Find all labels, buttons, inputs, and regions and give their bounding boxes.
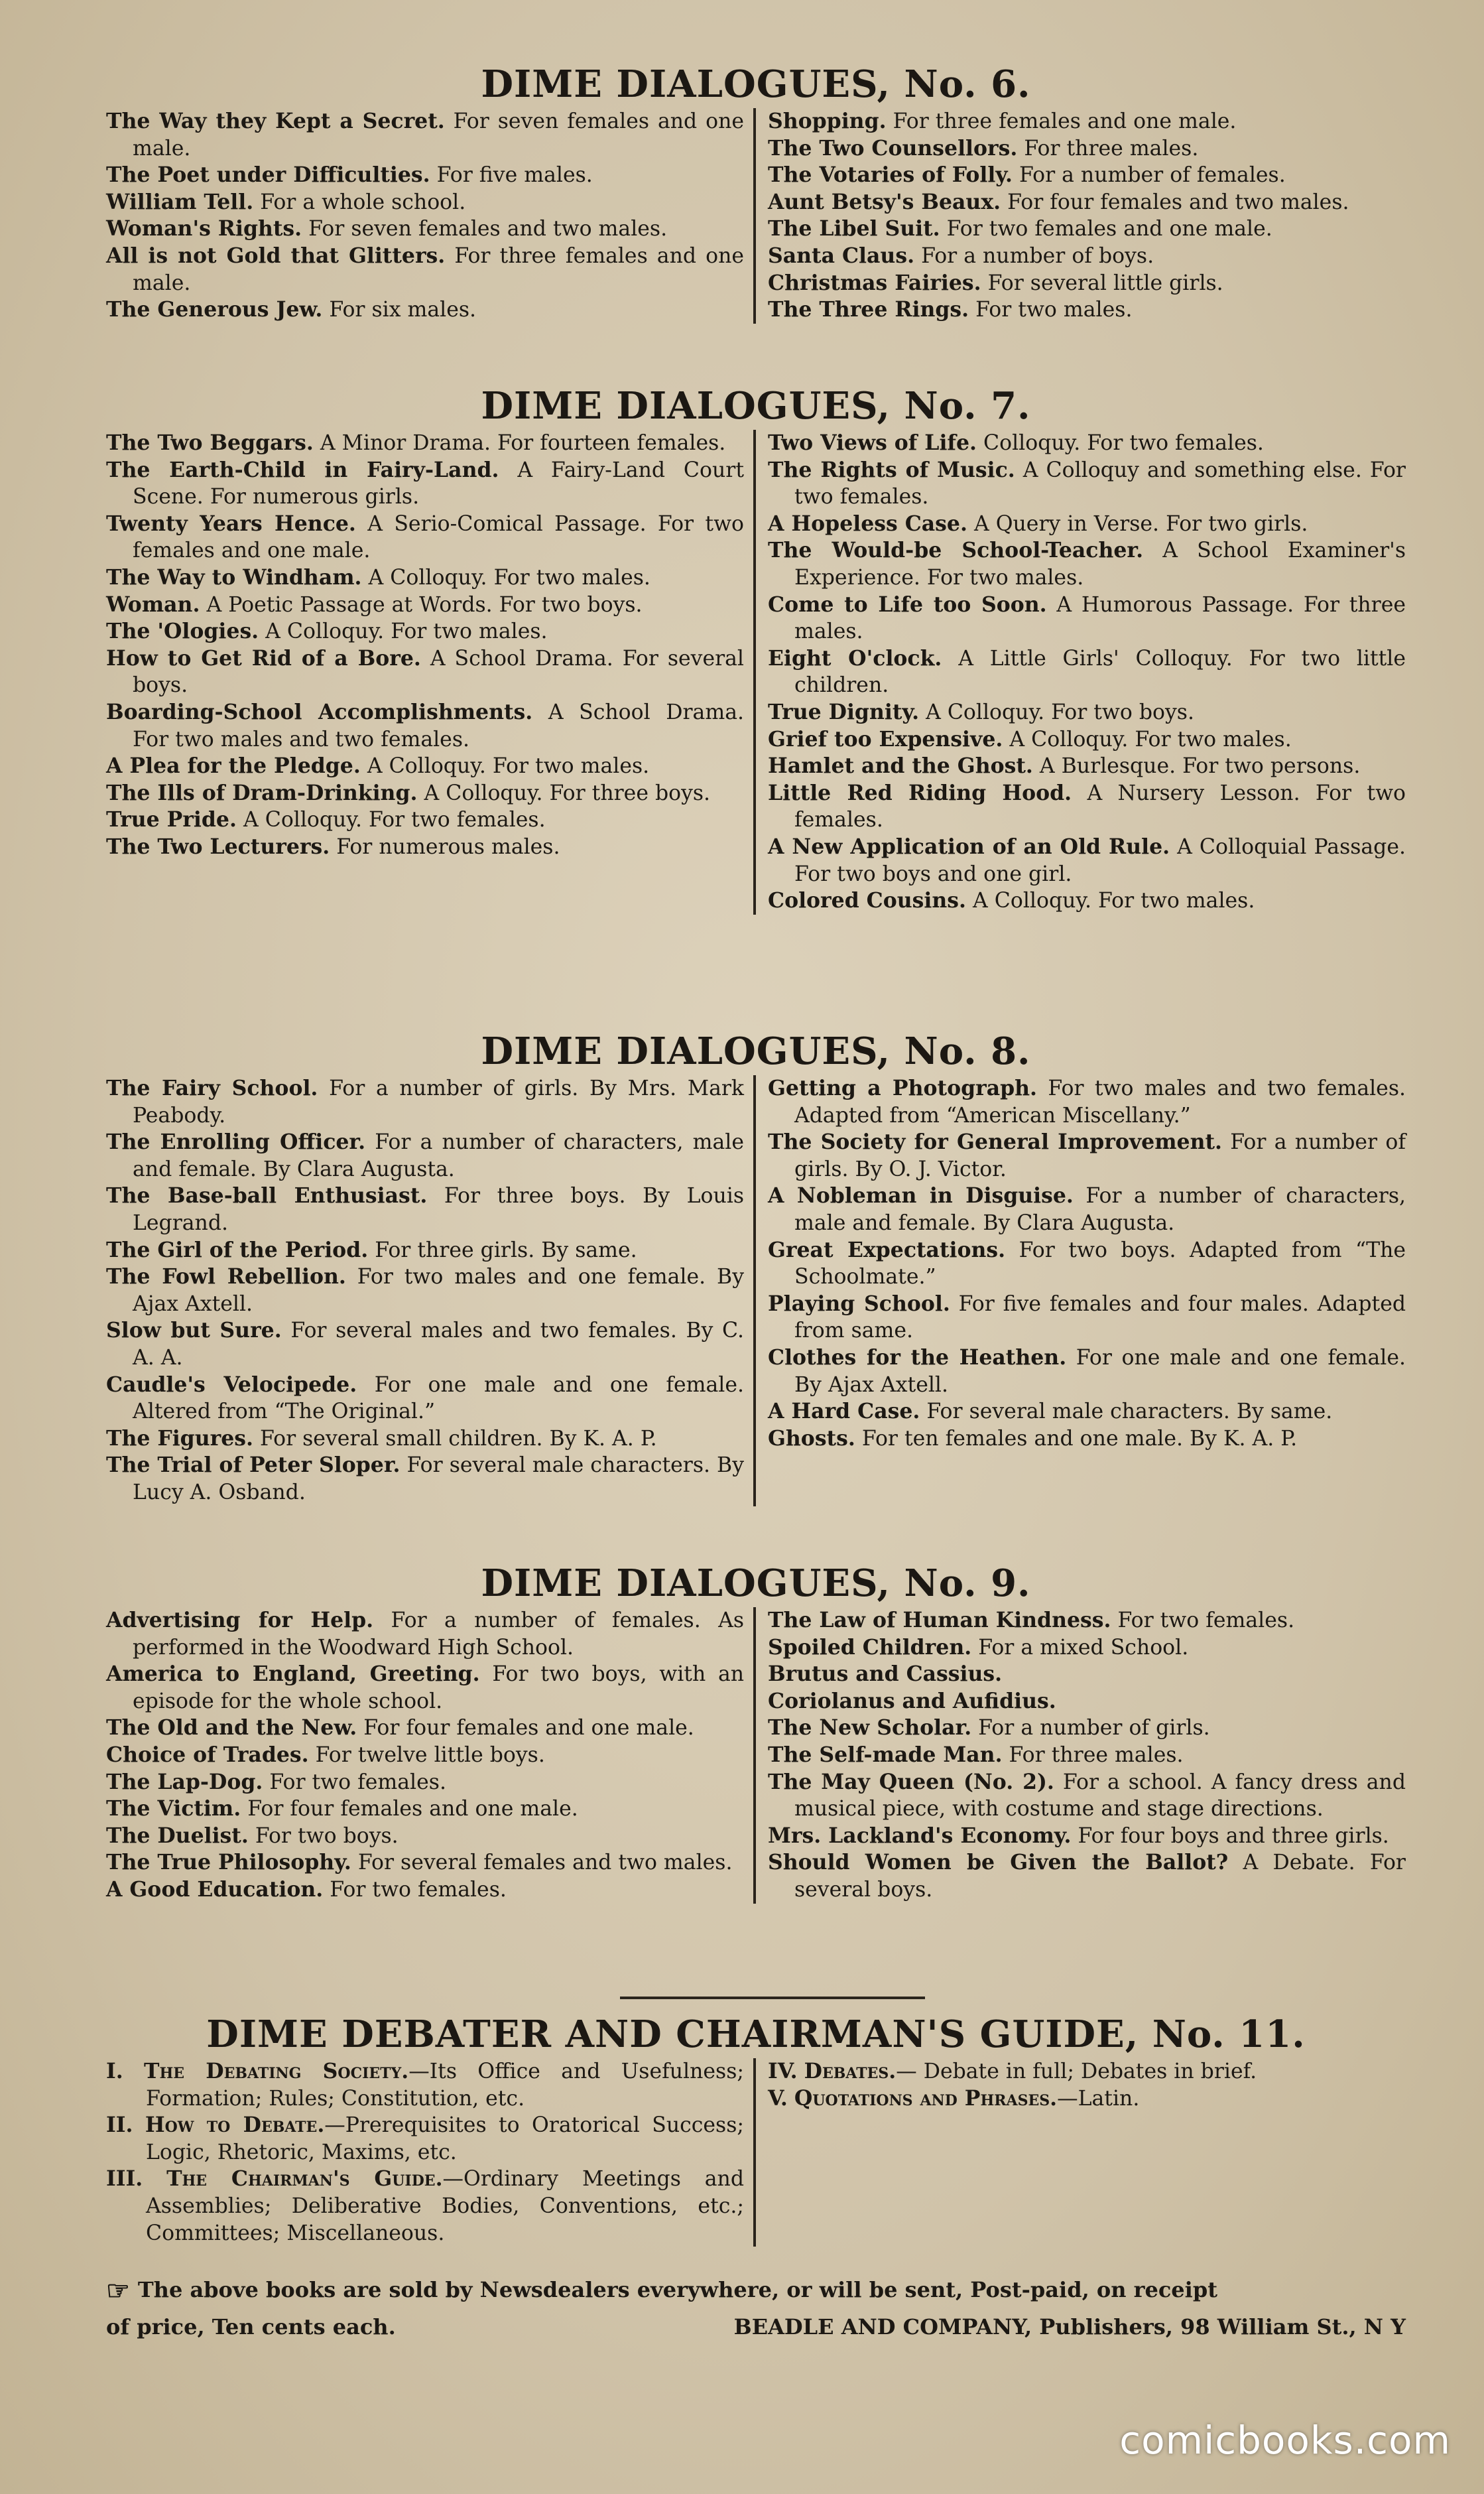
- dialogue-entry: [106, 108, 744, 162]
- dialogue-title: A Nobleman in Disguise.: [768, 1183, 1074, 1209]
- dialogue-title: A Hopeless Case.: [768, 511, 967, 536]
- divider-rule: [620, 1997, 925, 1999]
- dialogue-entry: [768, 270, 1406, 297]
- dialogue-entry: [768, 1345, 1406, 1398]
- dialogue-description: A Nursery Lesson. For two females.: [794, 781, 1406, 832]
- dialogue-title: The Base-ball Enthusiast.: [106, 1183, 428, 1209]
- dialogue-description: For two males and one female. By Ajax Axtell.: [133, 1265, 744, 1316]
- dialogue-description: For several male characters. By Lucy A. Osband.: [133, 1453, 744, 1504]
- publisher-text: BEADLE AND COMPANY, Publishers, 98 William St., N Y: [733, 2314, 1406, 2339]
- dialogue-description: For three girls. By same.: [375, 1238, 637, 1262]
- dialogue-title: Two Views of Life.: [768, 430, 977, 455]
- left-column: [106, 1607, 756, 1904]
- dialogue-description: A Colloquial Passage. For two boys and one girl.: [794, 834, 1406, 886]
- dialogue-description: For several small children. By K. A. P.: [259, 1426, 657, 1451]
- chapter-title: Debates.: [804, 2059, 897, 2083]
- chapter-number: IV.: [768, 2059, 798, 2083]
- dialogue-title: Boarding-School Accomplishments.: [106, 699, 533, 724]
- right-column: [756, 2058, 1406, 2247]
- dialogue-entry: [106, 216, 744, 243]
- dialogue-title: A New Application of an Old Rule.: [768, 834, 1170, 859]
- dialogue-description: A Colloquy. For two females.: [243, 808, 546, 832]
- dialogue-title: The Society for General Improvement.: [768, 1130, 1222, 1155]
- chapter-number: III.: [106, 2166, 143, 2192]
- footer-notice: [106, 2272, 1406, 2345]
- dialogue-title: True Dignity.: [768, 699, 920, 724]
- left-column: [106, 108, 756, 324]
- left-column: [106, 2058, 756, 2247]
- dialogue-description: For a number of females. As performed in the Woodward High School.: [133, 1608, 744, 1660]
- dialogue-title: The Girl of the Period.: [106, 1237, 369, 1262]
- dialogue-entry: [106, 1129, 744, 1183]
- dialogue-description: For seven females and one male.: [133, 109, 744, 161]
- dialogue-title: Mrs. Lackland's Economy.: [768, 1823, 1072, 1848]
- dialogue-title: The May Queen (No. 2).: [768, 1769, 1054, 1794]
- dialogue-entry: [768, 1715, 1406, 1742]
- chapter-number: II.: [106, 2113, 133, 2138]
- watermark-text: comicbooks.com: [1119, 2418, 1451, 2463]
- dialogue-entry: [106, 296, 744, 324]
- dialogue-entry: [768, 1183, 1406, 1236]
- chapter-title: The Chairman's Guide.: [166, 2166, 443, 2192]
- dialogue-description: A Colloquy and something else. For two females.: [794, 458, 1406, 509]
- dialogue-description: For five females and four males. Adapted from same.: [794, 1291, 1406, 1343]
- dialogue-description: A Little Girls' Colloquy. For two little children.: [794, 646, 1406, 698]
- dialogue-title: The Way to Windham.: [106, 564, 362, 590]
- dialogue-title: Woman's Rights.: [106, 216, 302, 241]
- dialogue-entry: [106, 564, 744, 592]
- dialogue-title: Eight O'clock.: [768, 645, 942, 671]
- dialogue-description: For four females and two males.: [1007, 190, 1349, 214]
- chapter-description: — Debate in full; Debates in brief.: [896, 2060, 1257, 2083]
- dialogue-description: For a number of girls.: [978, 1716, 1210, 1740]
- section-columns: [106, 108, 1406, 324]
- dialogue-entry: [768, 1849, 1406, 1903]
- dialogue-description: A Debate. For several boys.: [794, 1851, 1406, 1902]
- dialogue-description: A Colloquy. For two boys.: [926, 700, 1194, 724]
- dialogue-entry: [768, 1634, 1406, 1662]
- dialogue-entry: [106, 1849, 744, 1876]
- dialogue-entry: [106, 1607, 744, 1661]
- section-dime-dialogues-6: [106, 63, 1406, 324]
- dialogue-title: Choice of Trades.: [106, 1742, 309, 1767]
- dialogue-entry: [768, 1769, 1406, 1823]
- dialogue-description: For numerous males.: [336, 834, 560, 859]
- chapter-title: The Debating Society.: [144, 2059, 409, 2083]
- dialogue-title: The Enrolling Officer.: [106, 1130, 366, 1155]
- dialogue-title: Advertising for Help.: [106, 1608, 374, 1632]
- dialogue-title: The 'Ologies.: [106, 619, 259, 644]
- dialogue-description: For several male characters. By same.: [926, 1400, 1333, 1424]
- dialogue-description: For one male and one female. Altered from “The Original.”: [133, 1372, 745, 1424]
- dialogue-description: For two females.: [1117, 1608, 1295, 1632]
- dialogue-description: For a number of females.: [1019, 163, 1286, 188]
- dialogue-description: A School Drama. For two males and two females.: [133, 700, 744, 752]
- dialogue-description: For two boys. Adapted from “The Schoolmate.”: [794, 1238, 1406, 1289]
- dialogue-title: Great Expectations.: [768, 1237, 1006, 1262]
- dialogue-title: The Earth-Child in Fairy-Land.: [106, 457, 499, 482]
- dialogue-title: Slow but Sure.: [106, 1318, 282, 1343]
- section-dime-dialogues-9: [106, 1562, 1406, 1904]
- dialogue-title: William Tell.: [106, 189, 254, 214]
- dialogue-title: Getting a Photograph.: [768, 1076, 1038, 1100]
- dialogue-entry: [106, 618, 744, 645]
- dialogue-title: America to England, Greeting.: [106, 1662, 480, 1687]
- dialogue-entry: [106, 1715, 744, 1742]
- section-dime-debater-11: [106, 2013, 1406, 2247]
- section-columns: [106, 1607, 1406, 1904]
- section-dime-dialogues-7: [106, 385, 1406, 915]
- dialogue-description: For four females and one male.: [363, 1716, 694, 1740]
- dialogue-title: The Generous Jew.: [106, 297, 323, 322]
- dialogue-description: A School Examiner's Experience. For two males.: [794, 539, 1406, 590]
- dialogue-entry: [768, 243, 1406, 270]
- dialogue-title: The Lap-Dog.: [106, 1769, 263, 1794]
- dialogue-title: The Victim.: [106, 1796, 241, 1821]
- dialogue-description: For three boys. By Louis Legrand.: [133, 1184, 744, 1235]
- dialogue-description: For several little girls.: [987, 271, 1223, 295]
- dialogue-title: Colored Cousins.: [768, 888, 966, 913]
- dialogue-entry: [768, 1237, 1406, 1291]
- debater-chapter: [768, 2085, 1406, 2113]
- dialogue-entry: [106, 1237, 744, 1264]
- dialogue-entry: [768, 1291, 1406, 1345]
- dialogue-description: For two boys.: [255, 1823, 399, 1848]
- dialogue-entry: [106, 1317, 744, 1371]
- left-column: [106, 430, 756, 915]
- dialogue-entry: [106, 645, 744, 699]
- dialogue-entry: [768, 726, 1406, 754]
- chapter-description: —Prerequisites to Oratorical Success; Logic, Rhetoric, Maxims, etc.: [146, 2113, 744, 2164]
- price-text: of price, Ten cents each.: [106, 2314, 396, 2339]
- dialogue-entry: [768, 1129, 1406, 1183]
- chapter-description: —Latin.: [1057, 2086, 1140, 2111]
- section-heading: DIME DIALOGUES, No. 7.: [481, 384, 1031, 428]
- dialogue-entry: [768, 537, 1406, 591]
- right-column: [756, 1075, 1406, 1506]
- dialogue-title: The Trial of Peter Sloper.: [106, 1453, 401, 1478]
- dialogue-description: For four boys and three girls.: [1078, 1823, 1389, 1848]
- dialogue-description: For a number of boys.: [921, 243, 1154, 268]
- dialogue-title: The Self-made Man.: [768, 1742, 1003, 1767]
- dialogue-title: Shopping.: [768, 109, 887, 133]
- right-column: [756, 1607, 1406, 1904]
- dialogue-entry: [106, 430, 744, 457]
- dialogue-entry: [106, 1876, 744, 1904]
- dialogue-description: For several males and two females. By C. A. A.: [133, 1319, 744, 1370]
- section-heading: DIME DIALOGUES, No. 9.: [481, 1561, 1031, 1605]
- dialogue-entry: [768, 511, 1406, 538]
- dialogue-description: For two females.: [330, 1877, 507, 1902]
- dialogue-title: The True Philosophy.: [106, 1850, 351, 1875]
- chapter-number: I.: [106, 2059, 123, 2083]
- dialogue-entry: [768, 457, 1406, 511]
- section-heading: DIME DIALOGUES, No. 8.: [481, 1029, 1031, 1073]
- dialogue-description: For two females.: [269, 1770, 446, 1794]
- section-columns: [106, 430, 1406, 915]
- dialogue-entry: [106, 753, 744, 780]
- pointing-hand-icon: ☞: [106, 2275, 130, 2306]
- dialogue-description: For a number of girls. By Mrs. Mark Peabody.: [133, 1077, 744, 1128]
- dialogue-title: The New Scholar.: [768, 1715, 972, 1740]
- dialogue-entry: [768, 753, 1406, 780]
- dialogue-entry: [768, 1425, 1406, 1453]
- dialogue-title: Spoiled Children.: [768, 1634, 972, 1660]
- dialogue-entry: [106, 1452, 744, 1506]
- dialogue-description: For one male and one female. By Ajax Axtell.: [794, 1345, 1406, 1397]
- dialogue-title: The Would-be School-Teacher.: [768, 538, 1144, 563]
- debater-chapter: [768, 2058, 1406, 2085]
- dialogue-title: True Pride.: [106, 807, 237, 832]
- chapter-title: Quotations and Phrases.: [794, 2085, 1058, 2111]
- dialogue-title: Brutus and Cassius.: [768, 1662, 1003, 1687]
- dialogue-title: The Ills of Dram-Drinking.: [106, 780, 418, 805]
- chapter-description: —Its Office and Usefulness; Formation; Rules; Constitution, etc.: [146, 2060, 744, 2111]
- dialogue-description: For two boys, with an episode for the whole school.: [133, 1662, 745, 1713]
- dialogue-title: Clothes for the Heathen.: [768, 1345, 1067, 1370]
- dialogue-entry: [768, 216, 1406, 243]
- dialogue-title: The Old and the New.: [106, 1715, 357, 1740]
- footer-text: The above books are sold by Newsdealers everywhere, or will be sent, Post-paid, on receipt: [137, 2277, 1217, 2302]
- dialogue-entry: [106, 1183, 744, 1236]
- dialogue-description: For three females and one male.: [133, 243, 745, 295]
- dialogue-entry: [768, 887, 1406, 915]
- dialogue-description: A Burlesque. For two persons.: [1039, 754, 1361, 779]
- right-column: [756, 108, 1406, 324]
- dialogue-entry: [768, 135, 1406, 163]
- dialogue-description: For twelve little boys.: [315, 1742, 545, 1767]
- dialogue-entry: [106, 592, 744, 619]
- dialogue-description: A Query in Verse. For two girls.: [973, 511, 1308, 536]
- dialogue-title: Hamlet and the Ghost.: [768, 754, 1033, 779]
- dialogue-entry: [768, 592, 1406, 645]
- dialogue-title: Ghosts.: [768, 1425, 855, 1451]
- dialogue-title: The Duelist.: [106, 1823, 249, 1848]
- dialogue-entry: [106, 243, 744, 296]
- dialogue-description: For three males.: [1009, 1742, 1184, 1767]
- dialogue-description: A Humorous Passage. For three males.: [794, 592, 1406, 644]
- chapter-number: V.: [768, 2085, 788, 2111]
- dialogue-description: For seven females and two males.: [308, 217, 668, 241]
- dialogue-description: For a mixed School.: [978, 1635, 1189, 1660]
- dialogue-entry: [106, 807, 744, 834]
- dialogue-description: A Colloquy. For two males.: [368, 565, 650, 590]
- dialogue-entry: [106, 1823, 744, 1850]
- dialogue-description: A Minor Drama. For fourteen females.: [320, 431, 726, 455]
- dialogue-entry: [768, 834, 1406, 887]
- dialogue-description: A Poetic Passage at Words. For two boys.: [206, 592, 643, 617]
- dialogue-title: A Plea for the Pledge.: [106, 754, 361, 779]
- dialogue-description: For ten females and one male. By K. A. P.: [861, 1426, 1298, 1451]
- dialogue-title: The Votaries of Folly.: [768, 163, 1013, 188]
- dialogue-entry: [768, 1075, 1406, 1129]
- dialogue-description: For a number of characters, male and female. By Clara Augusta.: [133, 1130, 744, 1181]
- debater-chapter: [106, 2112, 744, 2166]
- dialogue-entry: [768, 780, 1406, 834]
- dialogue-description: A Colloquy. For three boys.: [424, 781, 711, 805]
- dialogue-entry: [106, 1661, 744, 1715]
- dialogue-title: Twenty Years Hence.: [106, 511, 356, 536]
- dialogue-title: The Two Counsellors.: [768, 135, 1018, 161]
- dialogue-entry: [768, 1688, 1406, 1715]
- dialogue-description: A Colloquy. For two males.: [973, 889, 1255, 913]
- dialogue-description: For two males.: [975, 298, 1133, 322]
- dialogue-title: The Way they Kept a Secret.: [106, 109, 445, 133]
- section-heading: DIME DIALOGUES, No. 6.: [481, 62, 1031, 106]
- dialogue-title: Grief too Expensive.: [768, 726, 1003, 752]
- dialogue-entry: [106, 834, 744, 861]
- debater-chapter: [106, 2166, 744, 2247]
- dialogue-title: The Rights of Music.: [768, 457, 1015, 482]
- dialogue-entry: [106, 780, 744, 807]
- dialogue-description: A Serio-Comical Passage. For two females and one male.: [133, 511, 745, 563]
- dialogue-entry: [768, 430, 1406, 457]
- dialogue-description: For five males.: [436, 163, 593, 188]
- dialogue-description: For a number of characters, male and female. By Clara Augusta.: [794, 1184, 1406, 1235]
- dialogue-title: Should Women be Given the Ballot?: [768, 1850, 1229, 1875]
- dialogue-description: For two females and one male.: [946, 217, 1272, 241]
- dialogue-entry: [106, 1769, 744, 1796]
- left-column: [106, 1075, 756, 1506]
- dialogue-title: The Law of Human Kindness.: [768, 1608, 1111, 1632]
- dialogue-title: Santa Claus.: [768, 243, 915, 268]
- dialogue-entry: [768, 189, 1406, 216]
- section-heading: DIME DEBATER AND CHAIRMAN'S GUIDE, No. 11.: [206, 2012, 1306, 2056]
- dialogue-entry: [106, 511, 744, 564]
- dialogue-title: Coriolanus and Aufidius.: [768, 1688, 1056, 1713]
- dialogue-entry: [768, 296, 1406, 324]
- dialogue-title: The Fowl Rebellion.: [106, 1264, 346, 1289]
- dialogue-title: How to Get Rid of a Bore.: [106, 645, 421, 671]
- dialogue-description: A Colloquy. For two males.: [265, 620, 548, 644]
- dialogue-entry: [106, 1264, 744, 1317]
- chapter-description: —Ordinary Meetings and Assemblies; Deliberative Bodies, Conventions, etc.; Committees; Miscellaneous.: [146, 2167, 745, 2245]
- footer-line-2: [106, 2309, 1406, 2345]
- dialogue-entry: [106, 1372, 744, 1425]
- dialogue-title: The Fairy School.: [106, 1076, 318, 1100]
- dialogue-description: For a whole school.: [260, 190, 466, 214]
- dialogue-entry: [106, 162, 744, 189]
- section-columns: [106, 1075, 1406, 1506]
- dialogue-description: A Colloquy. For two males.: [1009, 727, 1292, 752]
- right-column: [756, 430, 1406, 915]
- dialogue-description: For four females and one male.: [247, 1797, 578, 1821]
- dialogue-entry: [768, 1742, 1406, 1769]
- dialogue-entry: [106, 1742, 744, 1769]
- dialogue-description: A School Drama. For several boys.: [133, 646, 745, 698]
- dialogue-description: For two males and two females. Adapted from “American Miscellany.”: [794, 1077, 1406, 1128]
- dialogue-title: All is not Gold that Glitters.: [106, 243, 446, 268]
- dialogue-entry: [768, 1661, 1406, 1688]
- dialogue-entry: [106, 189, 744, 216]
- dialogue-entry: [106, 1075, 744, 1129]
- dialogue-entry: [106, 1425, 744, 1453]
- dialogue-entry: [768, 1607, 1406, 1634]
- dialogue-title: A Hard Case.: [768, 1399, 920, 1424]
- dialogue-title: The Figures.: [106, 1425, 253, 1451]
- dialogue-entry: [768, 108, 1406, 135]
- dialogue-description: For a school. A fancy dress and musical piece, with costume and stage directions.: [794, 1770, 1406, 1821]
- dialogue-title: A Good Education.: [106, 1876, 324, 1902]
- dialogue-entry: [768, 699, 1406, 726]
- dialogue-title: The Three Rings.: [768, 297, 969, 322]
- dialogue-title: The Libel Suit.: [768, 216, 940, 241]
- dialogue-title: The Two Beggars.: [106, 430, 314, 455]
- dialogue-title: Christmas Fairies.: [768, 270, 981, 295]
- dialogue-entry: [768, 1398, 1406, 1425]
- debater-chapter: [106, 2058, 744, 2112]
- footer-line-1: [106, 2272, 1406, 2309]
- dialogue-entry: [106, 699, 744, 753]
- dialogue-entry: [106, 457, 744, 511]
- dialogue-description: For six males.: [329, 298, 477, 322]
- dialogue-entry: [768, 1823, 1406, 1850]
- dialogue-description: For three males.: [1024, 136, 1199, 161]
- section-columns: [106, 2058, 1406, 2247]
- dialogue-description: For three females and one male.: [893, 109, 1237, 133]
- dialogue-title: Woman.: [106, 592, 200, 617]
- dialogue-description: Colloquy. For two females.: [983, 431, 1264, 455]
- section-dime-dialogues-8: [106, 1030, 1406, 1506]
- dialogue-title: Little Red Riding Hood.: [768, 780, 1072, 805]
- dialogue-title: The Two Lecturers.: [106, 834, 330, 859]
- dialogue-entry: [768, 162, 1406, 189]
- dialogue-title: Caudle's Velocipede.: [106, 1372, 357, 1397]
- dialogue-title: Aunt Betsy's Beaux.: [768, 189, 1001, 214]
- dialogue-title: The Poet under Difficulties.: [106, 163, 430, 188]
- dialogue-description: A Colloquy. For two males.: [367, 754, 650, 779]
- dialogue-entry: [768, 645, 1406, 699]
- dialogue-title: Playing School.: [768, 1291, 950, 1316]
- dialogue-description: For several females and two males.: [357, 1851, 733, 1875]
- chapter-title: How to Debate.: [145, 2113, 325, 2138]
- dialogue-entry: [106, 1796, 744, 1823]
- dialogue-title: Come to Life too Soon.: [768, 592, 1047, 617]
- dialogue-description: For a number of girls. By O. J. Victor.: [794, 1130, 1406, 1181]
- dialogue-description: A Fairy-Land Court Scene. For numerous girls.: [133, 458, 744, 509]
